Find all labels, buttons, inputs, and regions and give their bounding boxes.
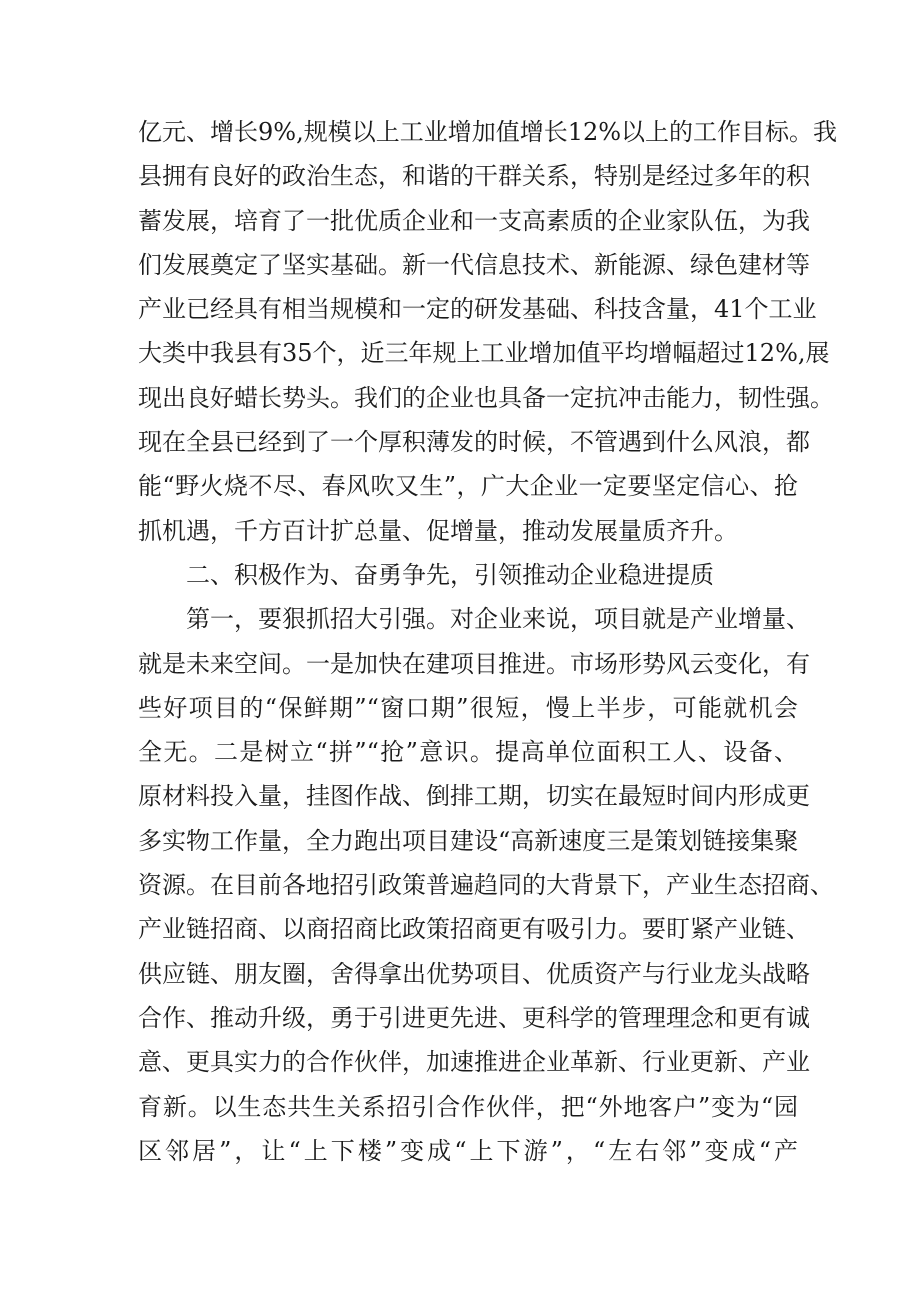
text-line: 现在全县已经到了一个厚积薄发的时候，不管遇到什么风浪，都 (138, 428, 810, 457)
section-heading: 二、积极作为、奋勇争先，引领推动企业稳进提质 (186, 560, 714, 589)
text-line: 全无。二是树立“拼”“抢”意识。提高单位面积工人、设备、 (138, 738, 798, 767)
text-line: 育新。以生态共生关系招引合作伙伴，把“外地客户”变为“园 (138, 1092, 798, 1121)
text-line: 意、更具实力的合作伙伴，加速推进企业革新、行业更新、产业 (138, 1048, 810, 1077)
text-line: 县拥有良好的政治生态，和谐的干群关系，特别是经过多年的积 (138, 162, 810, 191)
text-line: 就是未来空间。一是加快在建项目推进。市场形势风云变化，有 (138, 649, 810, 678)
text-line: 产业已经具有相当规模和一定的研发基础、科技含量，41个工业 (138, 295, 817, 324)
text-line: 原材料投入量，挂图作战、倒排工期，切实在最短时间内形成更 (138, 782, 810, 811)
text-line: 能“野火烧不尽、春风吹又生”，广大企业一定要坚定信心、抢 (138, 472, 798, 501)
text-line: 多实物工作量，全力跑出项目建设“高新速度三是策划链接集聚 (138, 826, 799, 855)
text-line: 大类中我县有35个，近三年规上工业增加值平均增幅超过12%,展 (138, 339, 830, 368)
text-line: 第一，要狠抓招大引强。对企业来说，项目就是产业增量、 (186, 605, 810, 634)
body-text (138, 110, 838, 1173)
text-line: 些好项目的“保鲜期”“窗口期”很短，慢上半步，可能就机会 (138, 693, 798, 722)
text-line: 蓄发展，培育了一批优质企业和一支高素质的企业家队伍，为我 (138, 206, 810, 235)
text-line: 供应链、朋友圈，舍得拿出优势项目、优质资产与行业龙头战略 (138, 959, 810, 988)
text-line: 资源。在目前各地招引政策普遍趋同的大背景下，产业生态招商、 (138, 871, 834, 900)
text-line: 产业链招商、以商招商比政策招商更有吸引力。要盯紧产业链、 (138, 915, 810, 944)
text-line: 们发展奠定了坚实基础。新一代信息技术、新能源、绿色建材等 (138, 250, 810, 279)
text-line: 现出良好蜡长势头。我们的企业也具备一定抗冲击能力，韧性强。 (138, 383, 834, 412)
text-line: 抓机遇，千方百计扩总量、促增量，推动发展量质齐升。 (138, 516, 738, 545)
text-line: 亿元、增长9%,规模以上工业增加值增长12%以上的工作目标。我 (138, 118, 838, 146)
text-line: 合作、推动升级，勇于引进更先进、更科学的管理理念和更有诚 (138, 1003, 810, 1032)
text-line: 区邻居”，让“上下楼”变成“上下游”，“左右邻”变成“产 (138, 1136, 798, 1165)
